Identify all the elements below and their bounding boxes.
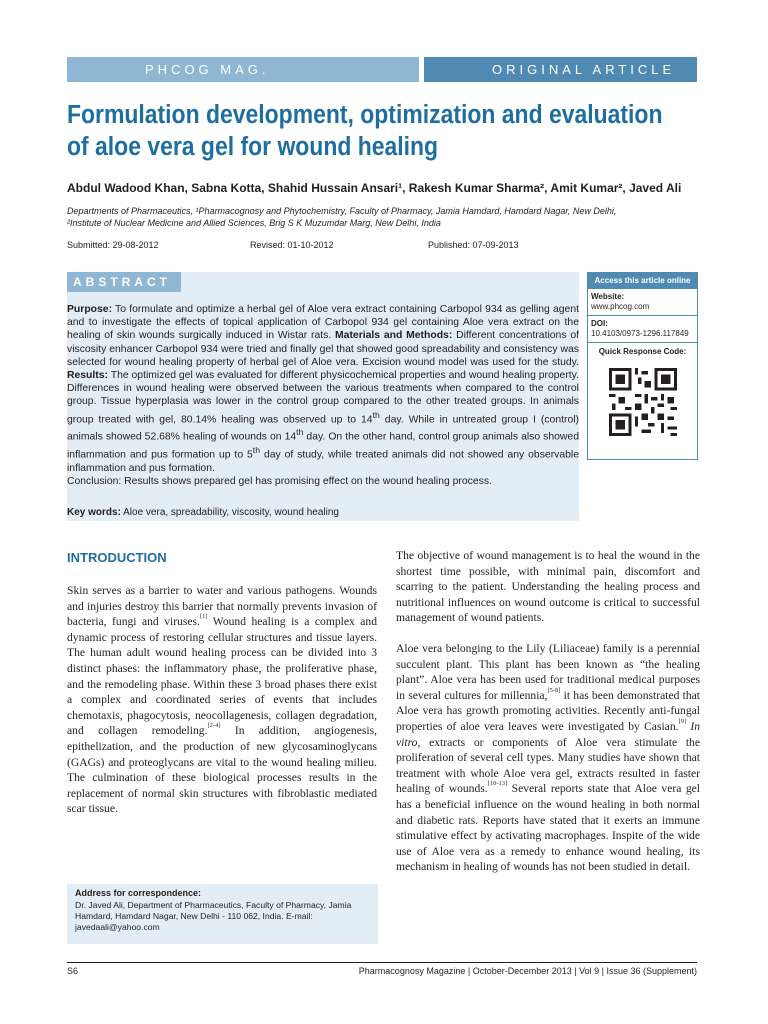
introduction-heading: INTRODUCTION: [67, 550, 167, 565]
results-text-a: The optimized gel was evaluated for different physicochemical properties and wound healing property. Differences in wound healing were observed between the various treatments when compared to the control group. Tissue hyperplasia was lower in the control group compared to the other treated groups. In animals group treated with gel, 80.14% healing was observed up to 14: [67, 370, 579, 426]
qr-code-label: Quick Response Code:: [598, 347, 687, 356]
intro-paragraph-1: [67, 583, 377, 817]
intro-p3-text-d: Several reports state that Aloe vera gel has a beneficial influence on the wound healing in both normal and diabetic rats. Reports have stated that it exerts an immune stimulative effect by activating macrophages. Inspite of the wide use of Aloe vera as a remedy to enhance wound healing, its mechanism in healing of wounds has not been studied in detail.: [396, 782, 700, 874]
left-column: [67, 583, 377, 832]
citation-ref[interactable]: [2-4]: [207, 722, 221, 730]
qr-code-icon[interactable]: [609, 368, 677, 436]
header-banner: [67, 57, 697, 82]
title-line-2: of aloe vera gel for wound healing: [67, 133, 439, 161]
results-text-b: day. While in untreated group I (control) animals showed 52.68% healing of wounds on 14: [67, 414, 580, 443]
methods-text: Different concentrations of viscosity enhancer Carbopol 934 were tried and finally gel that showed good spreadability and consistency was selected for wound healing property of herbal gel of Aloe vera. Excision wound model was used for the study.: [67, 330, 579, 368]
methods-label: Materials and Methods:: [335, 330, 453, 342]
abstract-box: [67, 272, 579, 521]
website-label: Website:: [591, 292, 625, 301]
results-text-d: day of study, while treated animals did not showed any observable inflammation and pus formation.: [67, 449, 579, 474]
abstract-heading: ABSTRACT: [67, 272, 181, 292]
superscript-th: th: [252, 444, 261, 455]
page-number: S6: [67, 966, 79, 976]
purpose-text: To formulate and optimize a herbal gel of Aloe vera extract containing Carbopol 934 as gelling agent and to investigate the effects of topical application of Carbopol 934 gel containing Aloe vera extract on the healing of skin wounds surgically induced in Wistar rats.: [67, 304, 579, 342]
published-date: Published: 07-09-2013: [428, 240, 519, 250]
article-type: ORIGINAL ARTICLE: [424, 57, 697, 82]
revised-date: Revised: 01-10-2012: [250, 240, 334, 250]
affiliation-line-2: ²Institute of Nuclear Medicine and Allied Sciences, Brig S K Muzumdar Marg, New Delhi, India: [67, 218, 441, 228]
keywords-label: Key words:: [67, 507, 121, 518]
website-row: [588, 289, 697, 316]
affiliation-line-1: Departments of Pharmaceutics, ¹Pharmacognosy and Phytochemistry, Faculty of Pharmacy, Jamia Hamdard, Hamdard Nagar, New Delhi,: [67, 206, 617, 216]
affiliations: [67, 205, 707, 229]
results-label: Results:: [67, 370, 108, 382]
footer-divider: [67, 962, 697, 963]
correspondence-heading: Address for correspondence:: [75, 888, 202, 898]
conclusion-text: Conclusion: Results shows prepared gel has promising effect on the wound healing process.: [67, 475, 492, 487]
access-online-box: [587, 272, 698, 460]
intro-paragraph-3: [396, 641, 700, 875]
superscript-th: th: [372, 409, 380, 420]
correspondence-text: Dr. Javed Ali, Department of Pharmaceutics, Faculty of Pharmacy, Jamia Hamdard, Hamdard Nagar, New Delhi - 110 062, India. E-mail: javedaali@yahoo.com: [75, 900, 352, 932]
doi-label: DOI:: [591, 319, 608, 328]
doi-value[interactable]: 10.4103/0973-1296.117849: [591, 329, 689, 338]
author-list: Abdul Wadood Khan, Sabna Kotta, Shahid Hussain Ansari¹, Rakesh Kumar Sharma², Amit Kumar², Javed Ali: [67, 181, 682, 195]
keywords: [67, 507, 339, 519]
article-title: [67, 99, 715, 163]
doi-row: [588, 316, 697, 343]
intro-p3-text-a: Aloe vera belonging to the Lily (Liliaceae) family is a perennial succulent plant. This plant has been known as “the healing plant”. Aloe vera has been used for traditional medical purposes in several cultures for millennia,: [396, 641, 700, 702]
access-online-heading: Access this article online: [588, 273, 697, 289]
journal-citation: Pharmacognosy Magazine | October-December 2013 | Vol 9 | Issue 36 (Supplement): [358, 966, 697, 976]
purpose-label: Purpose:: [67, 304, 113, 315]
journal-name: PHCOG MAG.: [67, 57, 419, 82]
keywords-text: Aloe vera, spreadability, viscosity, wound healing: [120, 507, 339, 518]
intro-p1-text-b: Wound healing is a complex and dynamic process of restoring cellular structures and tissue layers. The human adult wound healing process can be divided into 3 distinct phases: the inflammatory phase, the proliferative phase, and the remodeling phase. Within these 3 broad phases there exist a complex and coordinated series of events that includes chemotaxis, phagocytosis, neocollagenesis, collagen degradation, and collagen remodeling.: [67, 615, 378, 738]
intro-p3-text-b: it has been demonstrated that Aloe vera has growth promoting activities. Recently anti-fungal properties of aloe vera leaves were investigated by Casian.: [396, 688, 700, 733]
website-link[interactable]: www.phcog.com: [591, 302, 650, 311]
title-line-1: Formulation development, optimization and evaluation: [67, 101, 663, 129]
correspondence-box: [67, 884, 378, 944]
submitted-date: Submitted: 29-08-2012: [67, 240, 159, 250]
citation-ref[interactable]: [10-13]: [487, 780, 508, 788]
citation-ref[interactable]: [5-8]: [547, 686, 561, 694]
right-column: [396, 548, 700, 890]
results-text-c: day. On the other hand, control group animals also showed inflammation and pus formation up to 5: [67, 431, 579, 461]
superscript-th: th: [296, 427, 304, 438]
intro-p3-text-c: , extracts or components of Aloe vera stimulate the proliferation of several cell types. Many studies have shown that treatment with whole Aloe vera gel, extracts resulted in faster healing of wounds.: [396, 735, 700, 796]
citation-ref[interactable]: [9]: [678, 717, 687, 725]
intro-p1-text-c: In addition, angiogenesis, epithelization, and the production of new glycosaminoglycans (GAGs) and proteoglycans are vital to the wound healing milieu. The culmination of these biological processes results in the replacement of normal skin structures with fibroblastic mediated scar tissue.: [67, 724, 377, 816]
abstract-text: [67, 303, 579, 488]
intro-p1-text-a: Skin serves as a barrier to water and various pathogens. Wounds and injuries destroy this barrier that normally prevents invasion of bacteria, fungi and viruses.: [67, 584, 377, 629]
citation-ref[interactable]: [1]: [199, 613, 208, 621]
in-vitro-italic: In vitro: [396, 719, 700, 749]
intro-paragraph-2: The objective of wound management is to heal the wound in the shortest time possible, with minimal pain, discomfort and scarring to the patient. Understanding the healing process and nutritional influences on wound outcome is critical to successful management of wound patients.: [396, 549, 700, 625]
